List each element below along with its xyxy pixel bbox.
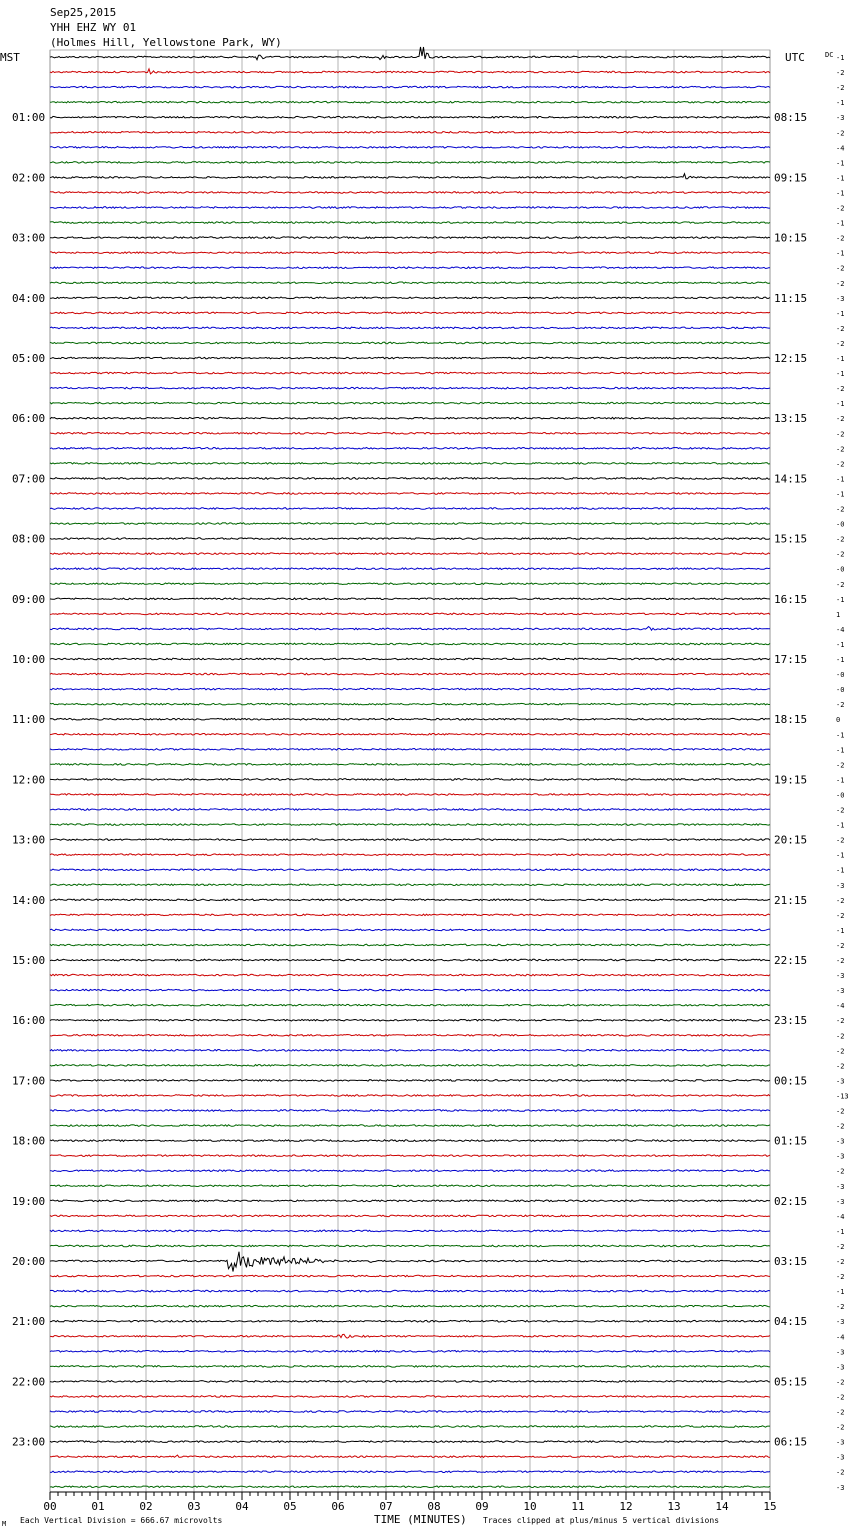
x-tick-label: 10 (523, 1500, 537, 1513)
seismic-trace (50, 914, 770, 916)
x-tick-label: 13 (667, 1500, 681, 1513)
trace-dc-offset-label: -2 (836, 84, 845, 93)
trace-dc-offset-label: -2 (836, 324, 845, 333)
seismic-trace (50, 884, 770, 886)
trace-dc-offset-label: -2 (836, 204, 845, 213)
left-hour-label: 15:00 (12, 954, 46, 967)
seismic-trace (50, 779, 770, 781)
trace-dc-offset-label: -2 (836, 1032, 845, 1041)
right-hour-label: 17:15 (774, 653, 808, 666)
trace-dc-offset-label: -2 (836, 339, 845, 348)
seismic-trace (50, 1215, 770, 1217)
trace-dc-offset-label: 1 (836, 610, 841, 619)
seismic-trace (50, 1411, 770, 1413)
seismic-trace (50, 1035, 770, 1037)
left-timezone-label: MST (0, 51, 20, 64)
trace-dc-offset-label: -1 (836, 490, 845, 499)
right-hour-label: 09:15 (774, 171, 808, 185)
trace-dc-offset-label: -3 (836, 1363, 845, 1372)
trace-dc-offset-label: -2 (836, 701, 845, 710)
trace-dc-offset-label: -4 (836, 144, 845, 153)
trace-dc-offset-label: -2 (836, 550, 845, 559)
seismic-trace (50, 1252, 770, 1272)
seismic-trace (50, 1245, 770, 1247)
right-hour-label: 20:15 (774, 833, 808, 847)
seismic-trace (50, 508, 770, 510)
seismic-trace (50, 162, 770, 164)
seismic-trace (50, 463, 770, 465)
seismic-trace (50, 1290, 770, 1292)
seismic-trace (50, 1110, 770, 1112)
trace-dc-offset-label: -2 (836, 896, 845, 905)
left-hour-label: 10:00 (12, 653, 46, 666)
left-hour-label: 22:00 (12, 1375, 46, 1389)
trace-dc-offset-label: -2 (836, 806, 845, 815)
seismic-trace (50, 929, 770, 931)
seismic-trace (50, 718, 770, 720)
seismic-trace (50, 523, 770, 525)
seismic-trace (50, 688, 770, 690)
seismic-trace (50, 643, 770, 645)
trace-dc-offset-label: -4 (836, 1002, 845, 1011)
seismic-trace (50, 1004, 770, 1006)
trace-dc-offset-label: -1 (836, 370, 845, 379)
left-hour-label: 16:00 (12, 1014, 46, 1028)
right-hour-label: 15:15 (774, 532, 808, 546)
seismic-trace (50, 734, 770, 736)
seismic-trace (50, 372, 770, 374)
trace-dc-offset-label: -3 (836, 1318, 845, 1327)
trace-dc-offset-label: -2 (836, 1378, 845, 1387)
left-hour-label: 11:00 (12, 713, 46, 727)
trace-dc-offset-label: -2 (836, 1273, 845, 1282)
trace-dc-offset-label: -1 (836, 746, 845, 755)
left-hour-label: 21:00 (12, 1315, 46, 1329)
trace-dc-offset-label: -1 (836, 189, 845, 198)
left-hour-label: 23:00 (12, 1435, 46, 1449)
seismic-trace (50, 1426, 770, 1428)
seismic-trace (50, 658, 770, 660)
seismic-trace (50, 749, 770, 751)
seismic-trace (50, 1200, 770, 1202)
left-hour-label: 13:00 (12, 833, 46, 847)
seismic-trace (50, 568, 770, 570)
seismic-trace (50, 387, 770, 389)
x-tick-label: 03 (187, 1500, 201, 1513)
seismic-trace (50, 1080, 770, 1082)
trace-dc-offset-label: -2 (836, 279, 845, 288)
trace-dc-offset-label: -1 (836, 174, 845, 183)
trace-dc-offset-label: -2 (836, 957, 845, 965)
left-hour-label: 06:00 (12, 412, 46, 426)
trace-dc-offset-label: -3 (836, 294, 845, 303)
seismic-trace (50, 627, 770, 631)
right-hour-label: 21:15 (774, 893, 808, 907)
seismic-trace (50, 613, 770, 615)
seismic-trace (50, 417, 770, 419)
seismic-trace (50, 192, 770, 194)
trace-dc-offset-label: -0 (836, 520, 845, 529)
left-hour-label: 01:00 (12, 111, 46, 125)
trace-dc-offset-label: -1 (836, 851, 845, 860)
seismic-trace (50, 1334, 770, 1338)
trace-dc-offset-label: -1 (836, 99, 845, 108)
trace-dc-offset-label: -1 (836, 595, 845, 604)
seismic-traces (50, 47, 770, 1488)
trace-dc-offset-label: -0 (836, 671, 845, 680)
trace-dc-offset-label: -3 (836, 1182, 845, 1191)
trace-dc-offset-label: -2 (836, 1107, 845, 1116)
seismic-trace (50, 1275, 770, 1277)
right-hour-label: 00:15 (774, 1074, 808, 1088)
x-tick-label: 15 (763, 1500, 777, 1513)
seismic-trace (50, 312, 770, 314)
footer-clip-note: Traces clipped at plus/minus 5 vertical divisions (483, 1516, 720, 1525)
trace-dc-offset-label: -0 (836, 791, 845, 800)
right-hour-label: 06:15 (774, 1435, 808, 1449)
seismic-trace (50, 1305, 770, 1307)
seismic-trace (50, 433, 770, 435)
trace-dc-offset-label: -2 (836, 234, 845, 243)
trace-dc-offset-label: -2 (836, 1017, 845, 1026)
seismic-trace (50, 989, 770, 991)
seismic-trace (50, 1320, 770, 1322)
header-location: (Holmes Hill, Yellowstone Park, WY) (50, 36, 282, 49)
seismic-trace (50, 553, 770, 555)
header-station: YHH EHZ WY 01 (50, 21, 137, 34)
trace-dc-offset-label: -2 (836, 1423, 845, 1432)
seismic-trace (50, 1230, 770, 1232)
seismic-trace (50, 402, 770, 404)
trace-dc-offset-label: -3 (836, 1152, 845, 1161)
right-hour-label: 18:15 (774, 713, 808, 727)
seismic-trace (50, 899, 770, 901)
seismic-trace (50, 101, 770, 103)
seismic-trace (50, 839, 770, 841)
x-tick-label: 01 (91, 1500, 105, 1513)
seismic-trace (50, 869, 770, 871)
seismic-trace (50, 1486, 770, 1488)
trace-dc-offset-label: -2 (836, 1393, 845, 1402)
trace-dc-offset-label: -0 (836, 565, 845, 574)
trace-dc-offset-label: -2 (836, 1047, 845, 1056)
x-tick-label: 00 (43, 1500, 57, 1513)
seismic-trace (50, 1095, 770, 1097)
right-hour-label: 12:15 (774, 352, 808, 365)
seismic-trace (50, 703, 770, 705)
x-tick-label: 07 (379, 1500, 393, 1513)
seismic-trace (50, 583, 770, 585)
trace-dc-offset-label: -2 (836, 911, 845, 920)
trace-dc-offset-label: -2 (836, 264, 845, 273)
trace-dc-offset-label: -1 (836, 475, 845, 484)
seismic-trace (50, 974, 770, 976)
trace-dc-offset-label: -3 (836, 1137, 845, 1146)
trace-dc-offset-label: -1 (836, 355, 845, 363)
axis-labels (12, 54, 849, 1513)
seismic-trace (50, 1471, 770, 1473)
seismic-trace (50, 794, 770, 796)
left-hour-label: 18:00 (12, 1134, 46, 1148)
trace-dc-offset-label: -2 (836, 1468, 845, 1477)
right-hour-label: 02:15 (774, 1194, 808, 1208)
x-tick-label: 12 (619, 1500, 633, 1513)
trace-dc-offset-label: -2 (836, 836, 845, 845)
seismic-trace (50, 222, 770, 224)
seismic-trace (50, 538, 770, 540)
trace-dc-offset-label: -1 (836, 249, 845, 258)
seismic-trace (50, 1050, 770, 1052)
seismic-trace (50, 1185, 770, 1187)
seismic-trace (50, 959, 770, 961)
left-hour-label: 02:00 (12, 171, 46, 185)
seismic-trace (50, 1065, 770, 1067)
x-tick-label: 14 (715, 1500, 729, 1513)
trace-dc-offset-label: -4 (836, 1212, 845, 1221)
seismic-trace (50, 1366, 770, 1368)
trace-dc-offset-label: -2 (836, 941, 845, 950)
x-tick-label: 08 (427, 1500, 441, 1513)
seismic-trace (50, 1381, 770, 1383)
x-tick-label: 04 (235, 1500, 249, 1513)
seismic-trace (50, 854, 770, 856)
x-axis-title: TIME (MINUTES) (374, 1513, 467, 1526)
trace-dc-offset-label: -1 (836, 400, 845, 409)
trace-dc-offset-label: -1 (836, 640, 845, 649)
right-hour-label: 14:15 (774, 472, 808, 486)
trace-dc-offset-label: -3 (836, 1197, 845, 1206)
trace-dc-offset-label: -2 (836, 1167, 845, 1176)
seismic-trace (50, 342, 770, 344)
seismic-trace (50, 764, 770, 766)
trace-dc-offset-label: -2 (836, 445, 845, 454)
trace-dc-offset-label: -4 (836, 1333, 845, 1342)
seismic-trace (50, 237, 770, 239)
seismic-trace (50, 207, 770, 209)
seismic-trace (50, 357, 770, 359)
seismic-trace (50, 327, 770, 329)
trace-dc-offset-label: -3 (836, 987, 845, 996)
left-hour-label: 05:00 (12, 352, 46, 365)
seismic-trace (50, 174, 770, 179)
seismic-trace (50, 1396, 770, 1398)
trace-dc-offset-label: -2 (836, 430, 845, 439)
right-hour-label: 13:15 (774, 412, 808, 426)
trace-dc-offset-label: -1 (836, 1227, 845, 1236)
right-hour-label: 05:15 (774, 1375, 808, 1389)
trace-dc-offset-label: -2 (836, 1303, 845, 1312)
trace-dc-offset-label: -3 (836, 1077, 845, 1086)
right-hour-label: 08:15 (774, 111, 808, 125)
x-tick-label: 11 (571, 1500, 585, 1513)
trace-dc-offset-label: -2 (836, 1408, 845, 1417)
trace-dc-offset-label: -1 (836, 54, 845, 62)
trace-dc-offset-label: -2 (836, 1122, 845, 1131)
seismic-trace (50, 252, 770, 254)
trace-dc-offset-label: -2 (836, 460, 845, 469)
trace-dc-offset-label: -2 (836, 415, 845, 424)
seismic-trace (50, 809, 770, 811)
seismic-trace (50, 1441, 770, 1443)
trace-dc-offset-label: -1 (836, 219, 845, 228)
trace-dc-offset-label: -2 (836, 129, 845, 138)
trace-dc-offset-label: -3 (836, 1453, 845, 1462)
seismic-trace (50, 69, 770, 74)
left-hour-label: 20:00 (12, 1255, 46, 1268)
trace-dc-offset-label: -1 (836, 731, 845, 740)
seismic-trace (50, 86, 770, 88)
seismic-trace (50, 478, 770, 480)
trace-dc-offset-label: -2 (836, 1242, 845, 1251)
seismic-trace (50, 1351, 770, 1353)
seismic-trace (50, 448, 770, 450)
trace-dc-offset-label: -0 (836, 686, 845, 695)
seismic-trace (50, 673, 770, 675)
right-hour-label: 19:15 (774, 773, 808, 787)
right-hour-label: 10:15 (774, 231, 808, 245)
right-hour-label: 22:15 (774, 954, 808, 967)
trace-dc-offset-label: -1 (836, 866, 845, 875)
x-tick-label: 09 (475, 1500, 489, 1513)
trace-dc-offset-label: -2 (836, 69, 845, 78)
trace-dc-offset-label: -3 (836, 1438, 845, 1447)
trace-dc-offset-label: -2 (836, 580, 845, 589)
left-hour-label: 09:00 (12, 592, 46, 606)
trace-dc-offset-label: 0 (836, 716, 841, 725)
trace-dc-offset-label: -1 (836, 821, 845, 830)
trace-dc-offset-label: -1 (836, 159, 845, 168)
left-hour-label: 14:00 (12, 893, 46, 907)
trace-dc-offset-label: -2 (836, 1062, 845, 1071)
right-hour-label: 23:15 (774, 1014, 808, 1028)
x-tick-label: 06 (331, 1500, 345, 1513)
trace-dc-offset-label: -13 (836, 1092, 849, 1101)
x-tick-label: 02 (139, 1500, 153, 1513)
seismic-trace (50, 493, 770, 495)
seismic-trace (50, 944, 770, 946)
seismic-trace (50, 1155, 770, 1157)
trace-dc-offset-label: -3 (836, 1483, 845, 1492)
dc-label: DC (825, 51, 834, 59)
trace-dc-offset-label: -1 (836, 1288, 845, 1297)
left-hour-label: 12:00 (12, 773, 46, 787)
trace-dc-offset-label: -3 (836, 972, 845, 981)
trace-dc-offset-label: -1 (836, 776, 845, 785)
seismic-trace (50, 267, 770, 269)
seismic-trace (50, 598, 770, 600)
trace-dc-offset-label: -2 (836, 505, 845, 514)
left-hour-label: 19:00 (12, 1194, 46, 1208)
seismic-trace (50, 1170, 770, 1172)
x-tick-label: 05 (283, 1500, 297, 1513)
seismic-trace (50, 132, 770, 134)
seismic-trace (50, 282, 770, 284)
seismic-trace (50, 1125, 770, 1127)
right-hour-label: 03:15 (774, 1255, 808, 1268)
right-hour-label: 01:15 (774, 1134, 808, 1148)
left-hour-label: 08:00 (12, 532, 46, 546)
seismic-trace (50, 147, 770, 149)
trace-dc-offset-label: -2 (836, 761, 845, 770)
seismic-trace (50, 116, 770, 118)
seismic-trace (50, 824, 770, 826)
trace-dc-offset-label: -1 (836, 656, 845, 664)
right-hour-label: 16:15 (774, 592, 808, 606)
trace-dc-offset-label: -1 (836, 926, 845, 935)
footer-vertical-division: Each Vertical Division = 666.67 microvolts (20, 1516, 223, 1525)
trace-dc-offset-label: -3 (836, 1348, 845, 1357)
trace-dc-offset-label: -2 (836, 535, 845, 544)
trace-dc-offset-label: -2 (836, 385, 845, 394)
footer-mark: Μ (2, 1520, 7, 1528)
seismic-trace (50, 297, 770, 299)
left-hour-label: 17:00 (12, 1074, 46, 1088)
seismic-trace (50, 1455, 770, 1457)
trace-dc-offset-label: -2 (836, 1258, 845, 1266)
trace-dc-offset-label: -3 (836, 114, 845, 123)
left-hour-label: 03:00 (12, 231, 46, 245)
left-hour-label: 04:00 (12, 291, 46, 305)
seismic-trace (50, 1140, 770, 1142)
trace-dc-offset-label: -3 (836, 881, 845, 890)
seismic-trace (50, 1019, 770, 1021)
header-date: Sep25,2015 (50, 6, 117, 19)
left-hour-label: 07:00 (12, 472, 46, 486)
trace-dc-offset-label: -4 (836, 625, 845, 634)
trace-dc-offset-label: -1 (836, 309, 845, 318)
right-hour-label: 04:15 (774, 1315, 808, 1329)
right-timezone-label: UTC (785, 51, 805, 64)
right-hour-label: 11:15 (774, 291, 808, 305)
